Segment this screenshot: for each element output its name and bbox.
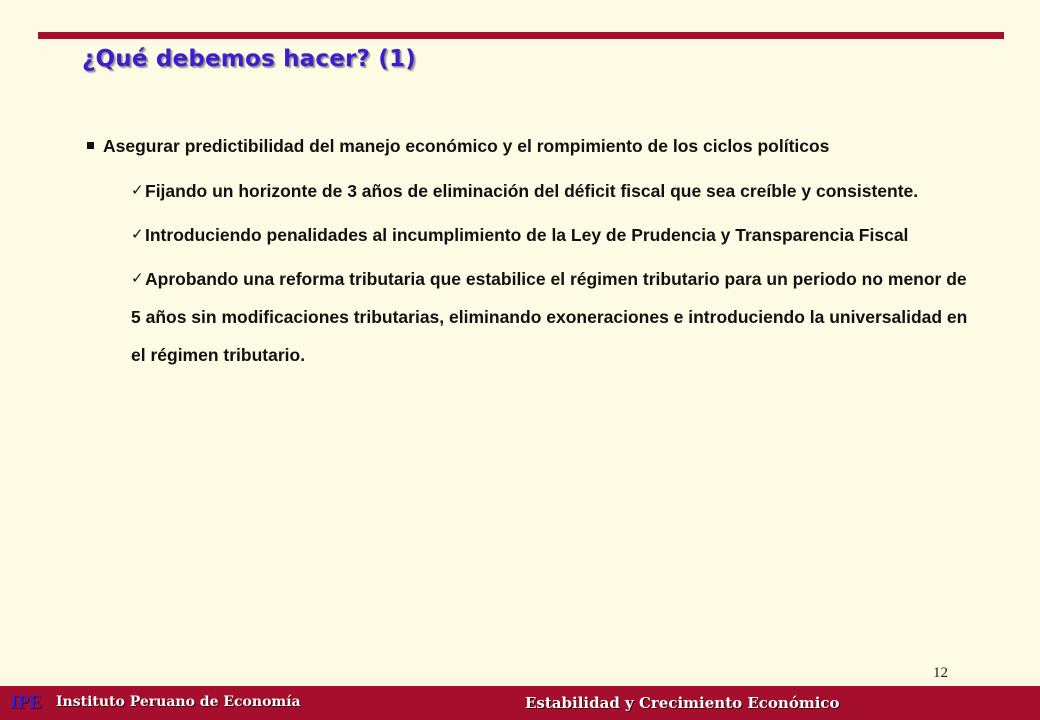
top-rule [38, 32, 1004, 39]
ipe-logo: IPE [10, 692, 42, 713]
footer-bar [0, 686, 1040, 720]
slide-content [84, 132, 1014, 380]
sub-bullet-text: Aprobando una reforma tributaria que estabilice el régimen tributario para un periodo no menor de 5 años sin modificaciones tributarias, eliminando exoneraciones e introduciendo la universalidad en el régimen tributario. [131, 269, 968, 365]
sub-bullet-text: Introduciendo penalidades al incumplimiento de la Ley de Prudencia y Transparencia Fiscal [145, 225, 909, 245]
checkmark-icon: ✓ [131, 270, 144, 287]
checkmark-icon: ✓ [131, 226, 144, 243]
sub-bullet-1 [131, 172, 981, 210]
sub-bullet-2 [131, 216, 981, 254]
page-number: 12 [933, 665, 948, 681]
checkmark-icon: ✓ [131, 182, 144, 199]
slide-title: ¿Qué debemos hacer? (1) [82, 46, 416, 72]
main-bullet [84, 132, 1014, 160]
sub-bullet-3 [131, 260, 981, 374]
square-bullet-icon [87, 142, 94, 149]
institute-name: Instituto Peruano de Economía [56, 694, 301, 710]
footer-tagline: Estabilidad y Crecimiento Económico [525, 694, 840, 712]
sub-bullet-text: Fijando un horizonte de 3 años de eliminación del déficit fiscal que sea creíble y consistente. [145, 181, 919, 201]
main-bullet-text: Asegurar predictibilidad del manejo económico y el rompimiento de los ciclos políticos [103, 136, 830, 156]
